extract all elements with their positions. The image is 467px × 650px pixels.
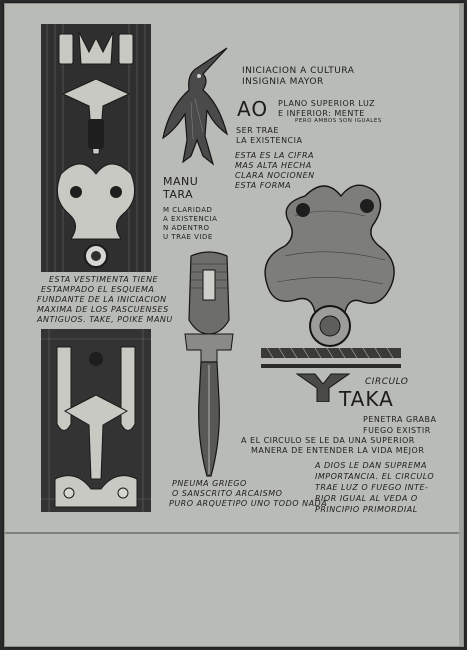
- circulo-heading: CIRCULO: [365, 377, 409, 387]
- dios-text-1: A DIOS LE DAN SUPREMA: [315, 461, 427, 470]
- initiation-heading: INICIACION A CULTURA: [242, 66, 355, 76]
- bird-manutara-drawing: [157, 44, 237, 174]
- vestimenta-text-5: ANTIGUOS. TAKE, POIKE MANU: [37, 315, 173, 324]
- claridad-text-2: A EXISTENCIA: [163, 215, 218, 223]
- cifra-text-2: MAS ALTA HECHA: [235, 161, 312, 170]
- woodcut-panel-bottom: [41, 329, 151, 512]
- tara-heading: TARA: [163, 188, 194, 201]
- dios-text-3: TRAE LUZ O FUEGO INTE-: [315, 483, 429, 492]
- page-fold-line: [5, 532, 463, 534]
- circulo-text-1: A EL CIRCULO SE LE DA UNA SUPERIOR: [241, 436, 415, 445]
- circulo-text-2: MANERA DE ENTENDER LA VIDA MEJOR: [251, 446, 425, 455]
- claridad-text-3: N ADENTRO: [163, 224, 210, 232]
- woodcut-panel-top: [41, 24, 151, 272]
- ser-trae-text: SER TRAE: [236, 126, 279, 135]
- plano-text-3: PERO AMBOS SON IGUALES: [295, 118, 382, 124]
- pneuma-text-1: PNEUMA GRIEGO: [172, 479, 247, 488]
- dios-text-4: RIOR IGUAL AL VEDA O: [315, 494, 418, 503]
- vestimenta-text-2: ESTAMPADO EL ESQUEMA: [41, 285, 155, 294]
- insignia-heading: INSIGNIA MAYOR: [242, 77, 324, 87]
- vestimenta-text-4: MAXIMA DE LOS PASCUENSES: [37, 305, 169, 314]
- vestimenta-text-1: ESTA VESTIMENTA TIENE: [49, 275, 159, 284]
- pneuma-text-3: PURO ARQUETIPO UNO TODO NADA: [169, 499, 328, 508]
- page-edge: [459, 4, 463, 646]
- standing-figure-drawing: [177, 250, 241, 480]
- taka-heading: TAKA: [339, 387, 394, 411]
- taka-symbol-drawing: [255, 176, 405, 352]
- claridad-text-4: U TRAE VIDE: [163, 233, 213, 241]
- cifra-text-3: CLARA NOCIONEN: [235, 171, 315, 180]
- existencia-text: LA EXISTENCIA: [236, 136, 303, 145]
- dios-text-2: IMPORTANCIA. EL CIRCULO: [315, 472, 435, 481]
- claridad-text-1: M CLARIDAD: [163, 206, 213, 214]
- document-page: [4, 3, 464, 647]
- manu-heading: MANU: [163, 175, 199, 188]
- plano-text-1: PLANO SUPERIOR LUZ: [278, 99, 376, 108]
- penetra-text-2: FUEGO EXISTIR: [363, 426, 431, 435]
- cifra-text-4: ESTA FORMA: [235, 181, 292, 190]
- penetra-text-1: PENETRA GRABA: [363, 415, 437, 424]
- pneuma-text-2: O SANSCRITO ARCAISMO: [172, 489, 283, 498]
- ao-heading: AO: [237, 97, 269, 121]
- plano-text-2: E INFERIOR: MENTE: [278, 109, 365, 118]
- vestimenta-text-3: FUNDANTE DE LA INICIACION: [37, 295, 167, 304]
- cifra-text-1: ESTA ES LA CIFRA: [235, 151, 315, 160]
- dios-text-5: PRINCIPIO PRIMORDIAL: [315, 505, 418, 514]
